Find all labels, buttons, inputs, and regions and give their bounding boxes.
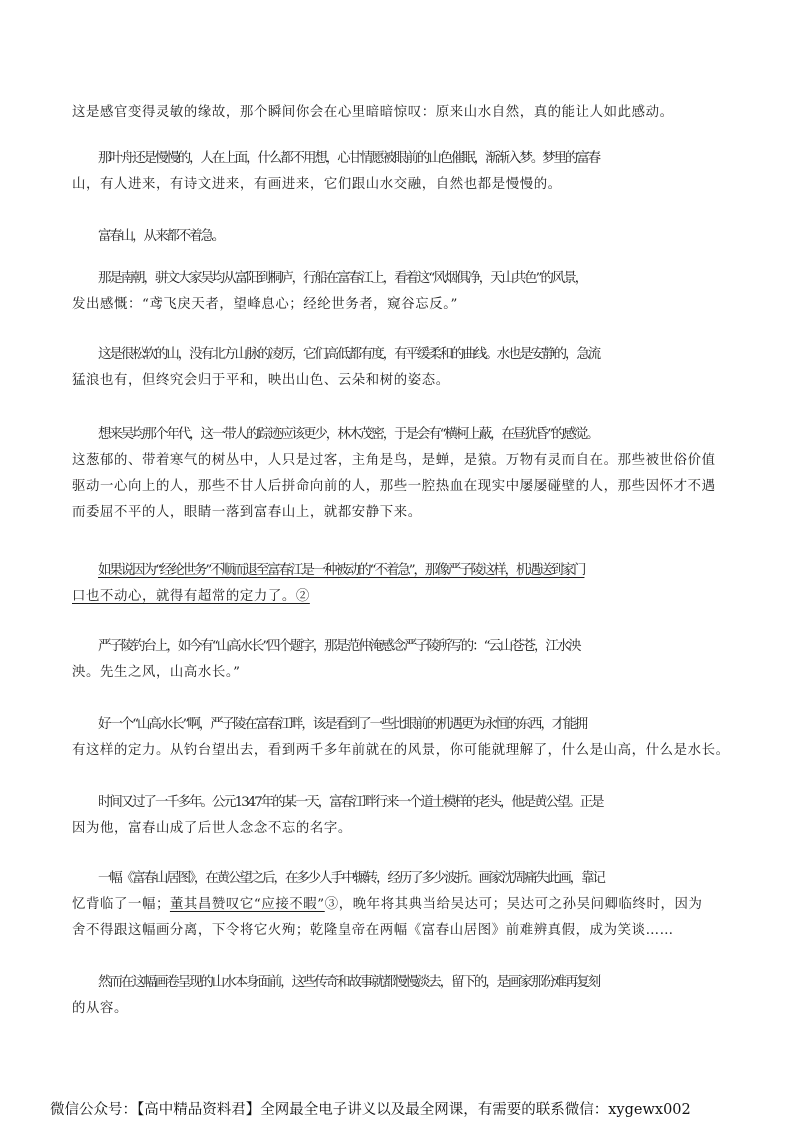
paragraph-line: 这葱郁的、带着寒气的树丛中，人只是过客，主角是鸟，是蝉，是猿。万物有灵而自在。那些被世俗价值 (72, 453, 716, 468)
paragraph-line: 时间又过了一千多年。公元1347年的某一天，富春江畔行来一个道士模样的老头，他是黄公望。正是 (98, 795, 603, 810)
paragraph-line: 想来吴均那个年代，这一带人的踪迹应该更少，林木茂密，于是会有“横柯上蔽，在昼犹昏”的感觉。 (98, 427, 598, 442)
paragraph-6 (72, 422, 732, 526)
paragraph-line: 如果说因为“经纶世务”不顺而退至富春江是一种被动的“不着急”，那像严子陵这样，机遇送到家门 (98, 563, 585, 578)
paragraph-line: 这是很松软的山，没有北方山脉的凌厉，它们高低都有度，有平缓柔和的曲线。水也是安静的，急流 (98, 347, 600, 362)
paragraph-7-underlined (72, 558, 732, 610)
paragraph-line: 富春山，从来都不着急。 (98, 229, 224, 244)
paragraph-line: 的从容。 (72, 1001, 128, 1016)
paragraph-line: 一幅《富春山居图》，在黄公望之后，在多少人手中辗转，经历了多少波折。画家沈周痛失此画，靠记 (98, 871, 604, 886)
paragraph-line: 那是南朝，骈文大家吴均从富阳到桐庐，行船在富春江上，看着这“风烟俱净，天山共色”的风景， (98, 271, 587, 286)
paragraph-line: 山，有人进来，有诗文进来，有画进来，它们跟山水交融，自然也都是慢慢的。 (72, 177, 562, 192)
paragraph-line: 驱动一心向上的人，那些不甘人后拼命向前的人，那些一腔热血在现实中屡屡碰壁的人，那些因怀才不遇 (72, 479, 716, 494)
paragraph-4 (72, 266, 732, 318)
paragraph-line: 然而在这幅画卷呈现的山水本身面前，这些传奇和故事就都慢慢淡去，留下的，是画家那份难再复刻 (98, 975, 600, 990)
paragraph-line: 因为他，富春山成了后世人念念不忘的名字。 (72, 821, 352, 836)
paragraph-3 (72, 224, 732, 250)
paragraph-line: 猛浪也有，但终究会归于平和，映出山色、云朵和树的姿态。 (72, 373, 450, 388)
paragraph-10 (72, 790, 732, 842)
paragraph-1 (72, 100, 732, 126)
paragraph-line: 好一个“山高水长”啊，严子陵在富春江畔，该是看到了一些比眼前的机遇更为永恒的东西，才能拥 (98, 717, 587, 732)
paragraph-12 (72, 970, 732, 1022)
text-segment: 忆背临了一幅； (72, 897, 170, 912)
paragraph-line: 严子陵钓台上，如今有“山高水长”四个题字，那是范仲淹感念严子陵所写的：“云山苍苍，江水泱 (98, 639, 580, 654)
paragraph-2 (72, 146, 732, 198)
paragraph-5 (72, 342, 732, 394)
paragraph-line: 这是感官变得灵敏的缘故，那个瞬间你会在心里暗暗惊叹：原来山水自然，真的能让人如此感动。 (72, 105, 674, 120)
paragraph-11 (72, 866, 732, 944)
paragraph-line: 舍不得跟这幅画分离，下令将它火殉；乾隆皇帝在两幅《富春山居图》前难辨真假，成为笑谈…… (72, 923, 674, 938)
underlined-phrase: 董其昌赞叹它“应接不暇” (169, 897, 325, 912)
paragraph-line-with-underline (72, 892, 732, 918)
paragraph-line: 发出感慨：“鸢飞戾天者，望峰息心；经纶世务者，窥谷忘反。” (72, 297, 458, 312)
paragraph-line: 泱。先生之风，山高水长。” (72, 665, 241, 680)
paragraph-9 (72, 712, 732, 764)
text-segment: ③，晚年将其典当给吴达可；吴达可之孙吴问卿临终时，因为 (324, 897, 703, 912)
paragraph-line: 口也不动心，就得有超常的定力了。② (72, 589, 310, 604)
footer-watermark-text: 微信公众号：【高中精品资料君】全网最全电子讲义以及最全网课，有需要的联系微信：xygewx002 (50, 1102, 691, 1118)
paragraph-8 (72, 634, 732, 686)
paragraph-line: 有这样的定力。从钓台望出去，看到两千多年前就在的风景，你可能就理解了，什么是山高，什么是水长。 (72, 743, 730, 758)
paragraph-line: 而委屈不平的人，眼睛一落到富春山上，就都安静下来。 (72, 505, 422, 520)
paragraph-line: 那叶舟还是慢慢的，人在上面，什么都不用想，心甘情愿被眼前的山色催眠，渐渐入梦。梦里的富春 (98, 151, 600, 166)
